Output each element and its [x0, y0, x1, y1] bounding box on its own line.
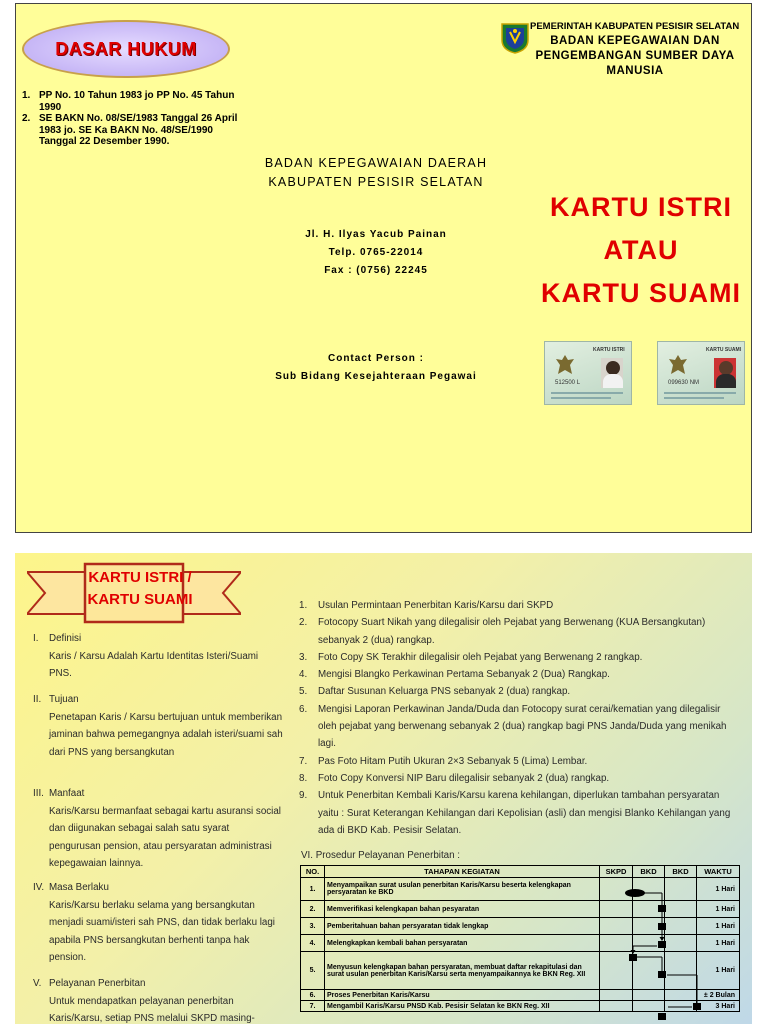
inner-panel	[15, 553, 752, 1024]
section-tujuan: II. Tujuan Penetapan Karis / Karsu bertujuan untuk memberikan jaminan bahwa pemegangnya adalah isteri/suami sah dari PNS yang bersangkutan	[33, 694, 283, 758]
wife-photo	[601, 358, 623, 388]
main-title: KARTU ISTRI ATAU KARTU SUAMI	[541, 192, 741, 308]
list-item: 5. Daftar Susunan Keluarga PNS sebanyak 2 (dua) rangkap.	[299, 686, 571, 698]
table-row: 2. Memverifikasi kelengkapan bahan pesyaratan 1 Hari	[301, 901, 740, 918]
section-masa-berlaku: IV. Masa Berlaku Karis/Karsu berlaku selama yang bersangkutan menjadi suami/isteri sah PNS, dan tidak berlaku lagi apabila PNS bersangkutan berhenti tanpa hak pension.	[33, 882, 275, 963]
dasar-hukum-badge	[22, 20, 230, 78]
cover-panel	[15, 3, 752, 533]
gov-line: PEMERINTAH KABUPATEN PESISIR SELATAN	[530, 21, 740, 32]
table-row: 6. Proses Penerbitan Karis/Karsu ± 2 Bulan	[301, 990, 740, 1001]
husband-photo	[714, 358, 736, 388]
office-name: BADAN KEPEGAWAIAN DAERAH KABUPATEN PESISIR SELATAN	[264, 156, 488, 189]
table-row: 5. Menyusun kelengkapan bahan persyaratan, membuat daftar rekapitulasi dan surat usulan penerbitan Karis/Karsu serta menyampaikannya ke BKN Reg. XII 1 Hari	[301, 952, 740, 990]
section-definisi: I. Definisi Karis / Karsu Adalah Kartu Identitas Isteri/Suami PNS.	[33, 633, 259, 679]
table-row: 7. Mengambil Karis/Karsu PNSD Kab. Pesisir Selatan ke BKN Reg. XII 3 Hari	[301, 1001, 740, 1012]
contact-person: Contact Person : Sub Bidang Kesejahteraan Pegawai	[275, 353, 477, 382]
garuda-icon	[555, 354, 575, 376]
agency-name: BADAN KEPEGAWAIAN DAN PENGEMBANGAN SUMBER DAYA MANUSIA	[535, 35, 735, 77]
law-item: 2. SE BAKN No. 08/SE/1983 Tanggal 26 April 1983 jo. SE Ka BAKN No. 48/SE/1990 Tanggal 22 Desember 1990.	[22, 113, 238, 147]
list-item: 7. Pas Foto Hitam Putih Ukuran 2×3 Sebanyak 5 (Lima) Lembar.	[299, 755, 588, 767]
requirements-list	[299, 597, 739, 839]
procedure-flowchart	[300, 865, 740, 1012]
list-item: 8. Foto Copy Konversi NIP Baru dilegalisir sebanyak 2 (dua) rangkap.	[299, 772, 610, 784]
table-row: 3. Pemberitahuan bahan persyaratan tidak lengkap 1 Hari	[301, 918, 740, 935]
table-header-row: NO. TAHAPAN KEGIATAN SKPD BKD BKD WAKTU	[301, 866, 740, 878]
office-address: Jl. H. Ilyas Yacub Painan Telp. 0765-22014 Fax : (0756) 22245	[305, 229, 447, 276]
procedure-table	[300, 865, 740, 1012]
list-item: 1. Usulan Permintaan Penerbitan Karis/Karsu dari SKPD	[299, 600, 554, 611]
table-row: 1. Menyampaikan surat usulan penerbitan Karis/Karsu beserta kelengkapan persyaratan ke BKD 1 Hari	[301, 878, 740, 901]
section-pelayanan: V. Pelayanan Penerbitan Untuk mendapatkan pelayanan penerbitan Karis/Karsu, setiap PNS melalui SKPD masing-	[33, 978, 255, 1024]
banner-title: KARTU ISTRI / KARTU SUAMI	[87, 569, 193, 608]
list-item: 3. Foto Copy SK Terakhir dilegalisir oleh Pejabat yang Berwenang 2 rangkap.	[299, 651, 643, 663]
husband-card-image: KARTU SUAMI 099630 NM	[657, 341, 745, 405]
law-item: 1. PP No. 10 Tahun 1983 jo PP No. 45 Tahun 1990	[22, 90, 235, 113]
dasar-hukum-title: DASAR HUKUM	[55, 38, 197, 59]
wife-card-image: KARTU ISTRI 512500 L	[544, 341, 632, 405]
list-item: 2. Fotocopy Suart Nikah yang dilegalisir oleh Pejabat yang Berwenang (KUA Bersangkutan) sebanyak 2 (dua) rangkap.	[299, 617, 706, 646]
table-row: 4. Melengkapkan kembali bahan persyaratan 1 Hari	[301, 935, 740, 952]
list-item: 6. Mengisi Laporan Perkawinan Janda/Duda dan Fotocopy surat cerai/kematian yang dilegalisir oleh pejabat yang berwenang sebanyak 2 (dua) rangkap bagi PNS Janda/Duda yang menikah lagi.	[299, 703, 727, 750]
process-box	[658, 1013, 666, 1020]
law-list	[22, 90, 242, 148]
section-manfaat: III. Manfaat Karis/Karsu bermanfaat sebagai kartu asuransi social dan diigunakan sebagai salah satu syarat pengurusan pension, atau persyaratan administrasi kepegawaian lainnya.	[33, 788, 281, 869]
list-item: 9. Untuk Penerbitan Kembali Karis/Karsu karena kehilangan, diperlukan tambahan persyaratan yaitu : Surat Keterangan Kehilangan dari Kepolisian (asli) dan mengisi Blanko Kehilangan yang ada di BKD Kab. Pesisir Selatan.	[299, 790, 731, 836]
list-item: 4. Mengisi Blangko Perkawinan Pertama Sebanyak 2 (Dua) Rangkap.	[299, 669, 610, 681]
garuda-icon	[668, 354, 688, 376]
procedure-title: VI. Prosedur Pelayanan Penerbitan :	[301, 850, 461, 861]
